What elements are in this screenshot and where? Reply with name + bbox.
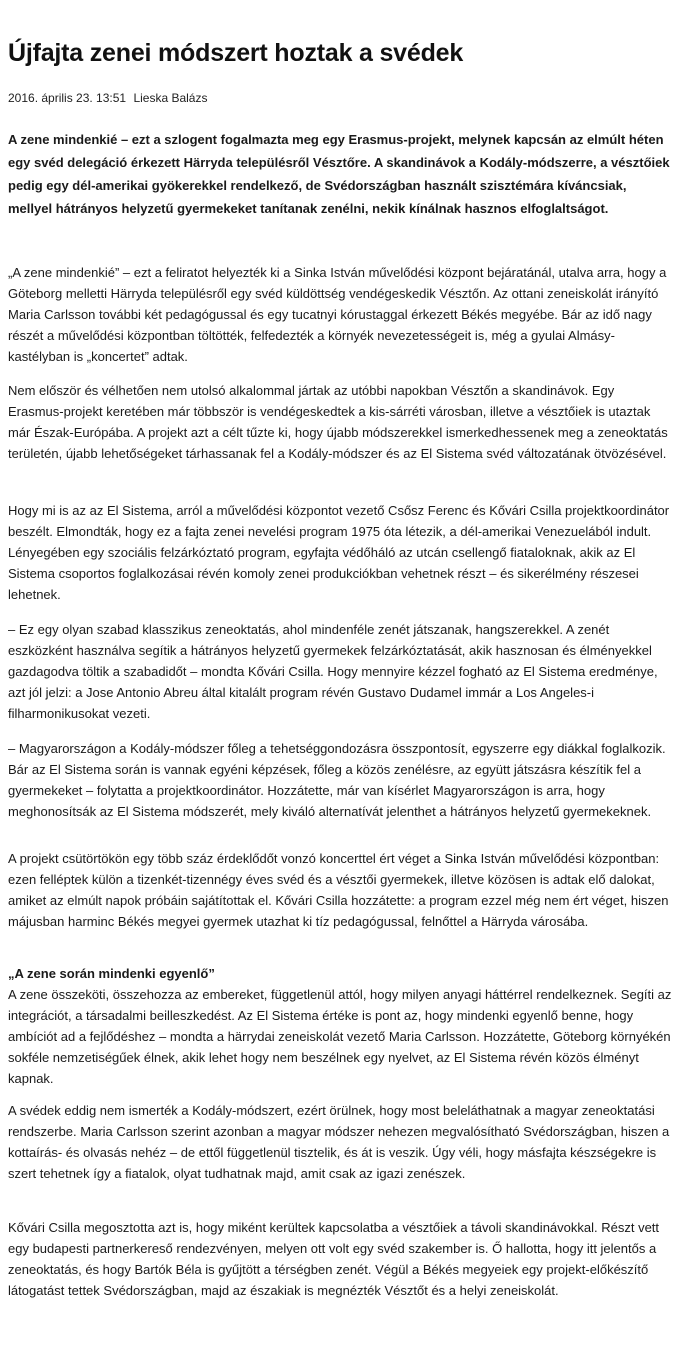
- article-paragraph: – Magyarországon a Kodály-módszer főleg a tehetséggondozásra összpontosít, egyszerre egy diákkal foglalkozik. Bár az El Sistema során is vannak egyéni képzések, főleg a közös zenélésre, az együtt játszásra készítik fel a gyermekeket – folytatta a projektkoordinátor. Hozzátette, már van kísérlet Magyarországon is arra, hogy meghonosítsák az El Sistema módszerét, mely kiváló alternatívát jelenthet a hátrányos helyzetű gyermekeknek.: [8, 741, 666, 819]
- article-paragraph: A projekt csütörtökön egy több száz érdeklődőt vonzó koncerttel ért véget a Sinka István művelődési központban: ezen felléptek külön a tizenkét-tizennégy éves svéd és a vésztői gyermekek, illetve közösen is adtak elő dalokat, amiket az elmúlt napok próbáin sajátítottak el. Kővári Csilla hozzátette: a program ezzel még nem ért véget, hiszen májusban harminc Békés megyei gyermek utazhat ki tíz pedagógussal, felnőttel a Härryda városába.: [8, 851, 669, 929]
- article-title: Újfajta zenei módszert hoztak a svédek: [8, 39, 464, 67]
- article-paragraph: Hogy mi is az az El Sistema, arról a művelődési központot vezető Csősz Ferenc és Kővári Csilla projektkoordinátor beszélt. Elmondták, hogy ez a fajta zenei nevelési program 1975 óta létezik, a dél-amerikai Venezuelából indult. Lényegében egy szociális felzárkóztató program, egyfajta védőháló az utcán csellengő fiataloknak, akik az El Sistema csoportos foglalkozásai révén komoly zenei produkciókban vehetnek részt – és sikerélmény részesei lehetnek.: [8, 503, 670, 602]
- article-paragraph: – Ez egy olyan szabad klasszikus zeneoktatás, ahol mindenféle zenét játszanak, hangszerekkel. A zenét eszközként használva segítik a hátrányos helyzetű gyermekek felzárkóztatását, akik hasznosan és élményekkel gazdagodva töltik a szabadidőt – mondta Kővári Csilla. Hogy mennyire kézzel fogható az El Sistema eredménye, azt jól jelzi: a Jose Antonio Abreu által kitalált program révén Gustavo Dudamel immár a Los Angeles-i filharmonikusokat vezeti.: [8, 622, 658, 721]
- article-paragraph: A svédek eddig nem ismerték a Kodály-módszert, ezért örülnek, hogy most beleláthatnak a magyar zeneoktatási rendszerbe. Maria Carlsson szerint azonban a magyar módszer nehezen megvalósítható Svédországban, hiszen a kottaírás- és olvasás nehéz – de ettől függetlenül tisztelik, és át is veszik. Úgy véli, hogy másfajta készségekre is szert tehetnek így a fiatalok, olyat tudhatnak majd, amit csak az igazi zenészek.: [8, 1103, 670, 1181]
- article-subheading: „A zene során mindenki egyenlő”: [8, 966, 215, 981]
- author-name: Lieska Balázs: [133, 91, 208, 105]
- article-section: [8, 963, 672, 1089]
- article-meta: [8, 90, 207, 106]
- article-paragraph: Kővári Csilla megosztotta azt is, hogy miként kerültek kapcsolatba a vésztőiek a távoli skandinávokkal. Részt vett egy budapesti partnerkereső rendezvényen, melyen ott volt egy svéd szakember is. Ő hallotta, hogy itt jelentős a zeneoktatás, és hogy Bartók Béla is gyűjtött a térségben zenét. Végül a Békés megyeiek egy projekt-előkészítő látogatást tettek Svédországban, majd az északiak is megnézték Vésztőt és a helyi zeneiskolát.: [8, 1220, 660, 1298]
- article-lead: A zene mindenkié – ezt a szlogent fogalmazta meg egy Erasmus-projekt, melynek kapcsán az elmúlt héten egy svéd delegáció érkezett Härryda településről Vésztőre. A skandinávok a Kodály-módszerre, a vésztőiek pedig egy dél-amerikai gyökerekkel rendelkező, de Svédországban használt szisztémára kíváncsiak, mellyel hátrányos helyzetű gyermekeket tanítanak zenélni, nekik kínálnak hasznos elfoglaltságot.: [8, 132, 670, 216]
- article-paragraph: A zene összeköti, összehozza az embereket, függetlenül attól, hogy milyen anyagi háttérrel rendelkeznek. Segíti az integrációt, a társadalmi beilleszkedést. Az El Sistema értéke is pont az, hogy mindenki egyenlő benne, hogy ambíciót ad a fejlődéshez – mondta a härrydai zeneiskolát vezető Maria Carlsson. Hozzátette, Göteborg környékén sokféle nemzetiségűek élnek, akik lehet hogy nem beszélnek egy nyelvet, az El Sistema révén közös élményt kapnak.: [8, 987, 672, 1086]
- publish-date: 2016. április 23. 13:51: [8, 91, 127, 105]
- article-paragraph: „A zene mindenkié” – ezt a feliratot helyezték ki a Sinka István művelődési központ bejáratánál, utalva arra, hogy a Göteborg melletti Härryda településről egy svéd küldöttség vendégeskedik Vésztőn. Az ottani zeneiskolát irányító Maria Carlsson további két pedagógussal és egy tucatnyi kórustaggal érkezett Békés megyébe. Bár az idő nagy részét a művelődési központban töltötték, felfedezték a környék nevezetességeit is, még a gyulai Almásy-kastélyban is „koncertet” adtak.: [8, 265, 667, 364]
- article-paragraph: Nem először és vélhetően nem utolsó alkalommal jártak az utóbbi napokban Vésztőn a skandinávok. Egy Erasmus-projekt keretében már többször is vendégeskedtek a kis-sárréti városban, illetve a vésztőiek is utaztak már Észak-Európába. A projekt azt a célt tűzte ki, hogy újabb módszerekkel ismerkedhessenek meg a zeneoktatás területén, újabb lehetőségeket tárhassanak fel a Kodály-módszer és az El Sistema svéd változatának ötvözésével.: [8, 383, 668, 461]
